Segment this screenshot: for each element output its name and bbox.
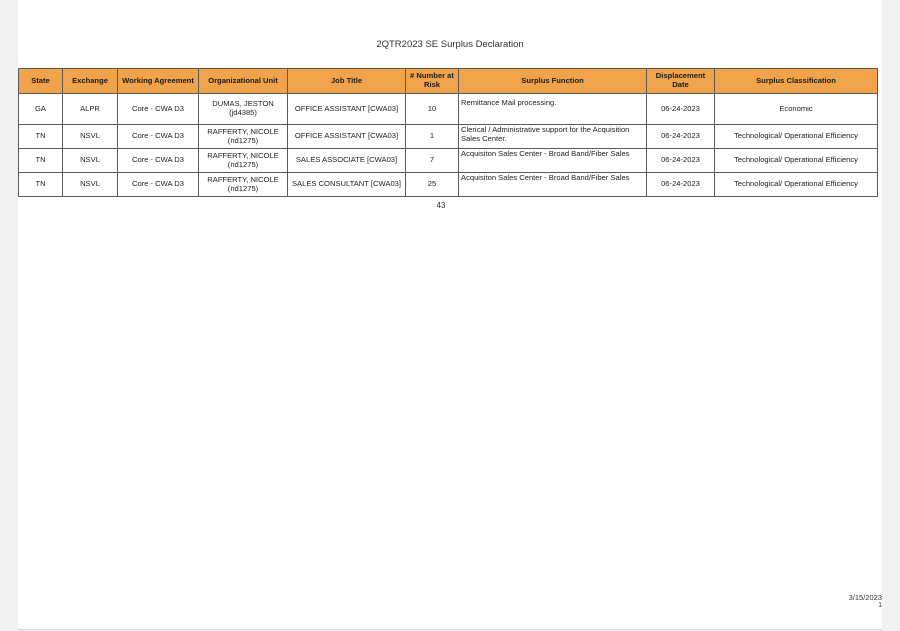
cell-working-agreement: Core - CWA D3 (118, 125, 199, 149)
cell-organizational-unit: RAFFERTY, NICOLE (nd1275) (199, 173, 288, 197)
cell-displacement-date: 06-24-2023 (647, 94, 715, 125)
header-state: State (19, 69, 63, 94)
cell-state: GA (19, 94, 63, 125)
cell-surplus-classification: Economic (715, 94, 878, 125)
cell-surplus-classification: Technological/ Operational Efficiency (715, 149, 878, 173)
surplus-table (18, 68, 878, 197)
cell-surplus-classification: Technological/ Operational Efficiency (715, 173, 878, 197)
cell-job-title: SALES ASSOCIATE [CWA03] (288, 149, 406, 173)
cell-state: TN (19, 149, 63, 173)
cell-job-title: OFFICE ASSISTANT [CWA03] (288, 125, 406, 149)
page-number: 1 (878, 602, 882, 609)
header-surplus-function: Surplus Function (459, 69, 647, 94)
cell-exchange: NSVL (63, 173, 118, 197)
cell-surplus-function: Remittance Mail processing. (459, 94, 647, 125)
cell-working-agreement: Core - CWA D3 (118, 173, 199, 197)
cell-number-at-risk: 10 (406, 94, 459, 125)
total-at-risk: 43 (436, 201, 446, 210)
cell-number-at-risk: 1 (406, 125, 459, 149)
table-header-row (19, 69, 878, 94)
table-row (19, 94, 878, 125)
cell-exchange: ALPR (63, 94, 118, 125)
cell-organizational-unit: DUMAS, JESTON (jd4385) (199, 94, 288, 125)
header-job-title: Job Title (288, 69, 406, 94)
cell-surplus-function: Acquisiton Sales Center - Broad Band/Fiber Sales (459, 173, 647, 197)
table-row (19, 149, 878, 173)
cell-organizational-unit: RAFFERTY, NICOLE (nd1275) (199, 149, 288, 173)
header-number-at-risk: # Number at Risk (406, 69, 459, 94)
cell-working-agreement: Core - CWA D3 (118, 149, 199, 173)
header-exchange: Exchange (63, 69, 118, 94)
cell-displacement-date: 06-24-2023 (647, 125, 715, 149)
cell-working-agreement: Core - CWA D3 (118, 94, 199, 125)
cell-surplus-function: Clerical / Administrative support for the Acquisition Sales Center. (459, 125, 647, 149)
cell-displacement-date: 06-24-2023 (647, 149, 715, 173)
cell-exchange: NSVL (63, 125, 118, 149)
cell-organizational-unit: RAFFERTY, NICOLE (nd1275) (199, 125, 288, 149)
cell-state: TN (19, 125, 63, 149)
cell-number-at-risk: 25 (406, 173, 459, 197)
document-title: 2QTR2023 SE Surplus Declaration (376, 39, 524, 50)
table-row (19, 173, 878, 197)
cell-displacement-date: 06-24-2023 (647, 173, 715, 197)
cell-job-title: OFFICE ASSISTANT [CWA03] (288, 94, 406, 125)
header-surplus-classification: Surplus Classification (715, 69, 878, 94)
cell-number-at-risk: 7 (406, 149, 459, 173)
header-displacement-date: Displacement Date (647, 69, 715, 94)
header-organizational-unit: Organizational Unit (199, 69, 288, 94)
cell-surplus-function: Acquisiton Sales Center - Broad Band/Fiber Sales (459, 149, 647, 173)
cell-surplus-classification: Technological/ Operational Efficiency (715, 125, 878, 149)
document-page (18, 0, 882, 629)
cell-state: TN (19, 173, 63, 197)
cell-job-title: SALES CONSULTANT [CWA03] (288, 173, 406, 197)
page-bottom-edge (18, 629, 882, 630)
cell-exchange: NSVL (63, 149, 118, 173)
table-row (19, 125, 878, 149)
header-working-agreement: Working Agreement (118, 69, 199, 94)
print-date: 3/15/2023 (848, 593, 882, 602)
